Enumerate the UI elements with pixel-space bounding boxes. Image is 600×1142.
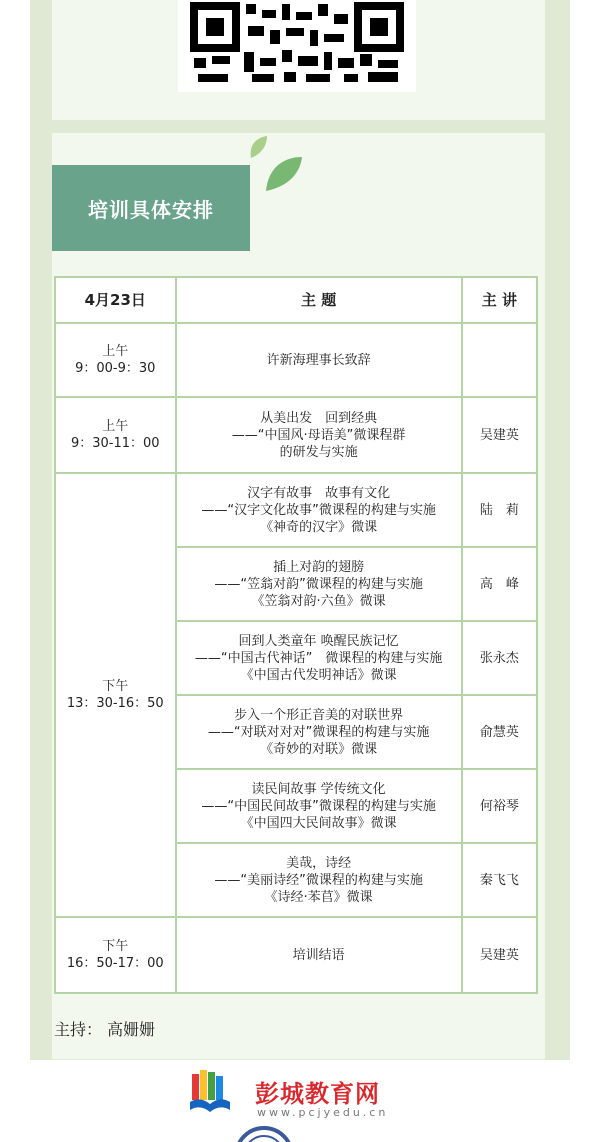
topic-cell: [176, 473, 462, 547]
speaker-cell: 秦飞飞: [462, 843, 537, 917]
topic-cell: [176, 769, 462, 843]
topic-line: 美哉，诗经: [286, 855, 352, 871]
topic-line: 《中国古代发明神话》微课: [240, 667, 397, 683]
host-line: 主持： 高姗姗: [54, 1020, 156, 1039]
site-url[interactable]: www.pcjyedu.cn: [257, 1106, 389, 1119]
topic-line: 步入一个形正音美的对联世界: [234, 707, 404, 723]
speaker-cell: 高 峰: [462, 547, 537, 621]
speaker-cell: 陆 莉: [462, 473, 537, 547]
time-range: 13：30-16：50: [66, 696, 164, 711]
time-period: 下午: [102, 939, 129, 954]
topic-line: 《奇妙的对联》微课: [260, 741, 378, 757]
topic-line: ——“汉字文化故事”微课程的构建与实施: [201, 502, 436, 518]
topic-line: 培训结语: [292, 947, 345, 963]
table-row: [55, 473, 537, 547]
topic-line: ——“中国风·母语美”微课程群: [231, 427, 406, 443]
topic-line: 许新海理事长致辞: [266, 352, 371, 368]
topic-line: 插上对韵的翅膀: [273, 559, 365, 575]
table-header-row: [55, 277, 537, 323]
leaf-icon: [262, 155, 304, 193]
topic-line: 读民间故事 学传统文化: [251, 781, 386, 797]
speaker-cell: 何裕琴: [462, 769, 537, 843]
time-range: 16：50-17：00: [66, 956, 164, 971]
time-cell: [55, 473, 176, 917]
topic-cell: [176, 547, 462, 621]
topic-line: 《中国四大民间故事》微课: [240, 815, 397, 831]
speaker-cell: 张永杰: [462, 621, 537, 695]
topic-line: 回到人类童年 唤醒民族记忆: [238, 633, 399, 649]
topic-cell: [176, 695, 462, 769]
time-cell: [55, 397, 176, 473]
speaker-cell: [462, 323, 537, 397]
topic-line: ——“中国古代神话” 微课程的构建与实施: [194, 650, 443, 666]
time-cell: [55, 917, 176, 993]
topic-line: 汉字有故事 故事有文化: [247, 485, 391, 501]
speaker-cell: 吴建英: [462, 917, 537, 993]
schedule-table: [54, 276, 538, 994]
brand-name: 彭城教育网: [255, 1080, 380, 1108]
speaker-cell: 吴建英: [462, 397, 537, 473]
header-speaker: 主 讲: [462, 277, 537, 323]
time-range: 9：30-11：00: [70, 436, 160, 451]
time-cell: [55, 323, 176, 397]
table-row: [55, 397, 537, 473]
time-range: 9：00-9：30: [75, 361, 156, 376]
table-row: [55, 917, 537, 993]
topic-line: ——“中国民间故事”微课程的构建与实施: [201, 798, 436, 814]
table-row: [55, 323, 537, 397]
topic-cell: [176, 397, 462, 473]
topic-cell: [176, 621, 462, 695]
topic-line: 《神奇的汉字》微课: [260, 519, 378, 535]
time-period: 上午: [102, 344, 129, 359]
topic-line: 从美出发 回到经典: [260, 410, 378, 426]
topic-line: ——“笠翁对韵”微课程的构建与实施: [214, 576, 423, 592]
speaker-cell: 俞慧英: [462, 695, 537, 769]
section-title: 培训具体安排: [52, 165, 250, 251]
qr-code: [178, 0, 416, 92]
topic-line: ——“对联对对对”微课程的构建与实施: [207, 724, 430, 740]
topic-line: ——“美丽诗经”微课程的构建与实施: [214, 872, 423, 888]
book-logo-icon: [190, 1068, 230, 1114]
topic-cell: [176, 843, 462, 917]
emblem-icon: [234, 1126, 294, 1142]
topic-line: 的研发与实施: [279, 444, 358, 460]
header-topic: 主 题: [176, 277, 462, 323]
topic-cell: [176, 917, 462, 993]
topic-line: 《诗经·苯苢》微课: [264, 889, 373, 905]
time-period: 上午: [102, 419, 129, 434]
topic-line: 《笠翁对韵·六鱼》微课: [251, 593, 386, 609]
topic-cell: [176, 323, 462, 397]
time-period: 下午: [102, 679, 129, 694]
header-date: 4月23日: [55, 277, 176, 323]
